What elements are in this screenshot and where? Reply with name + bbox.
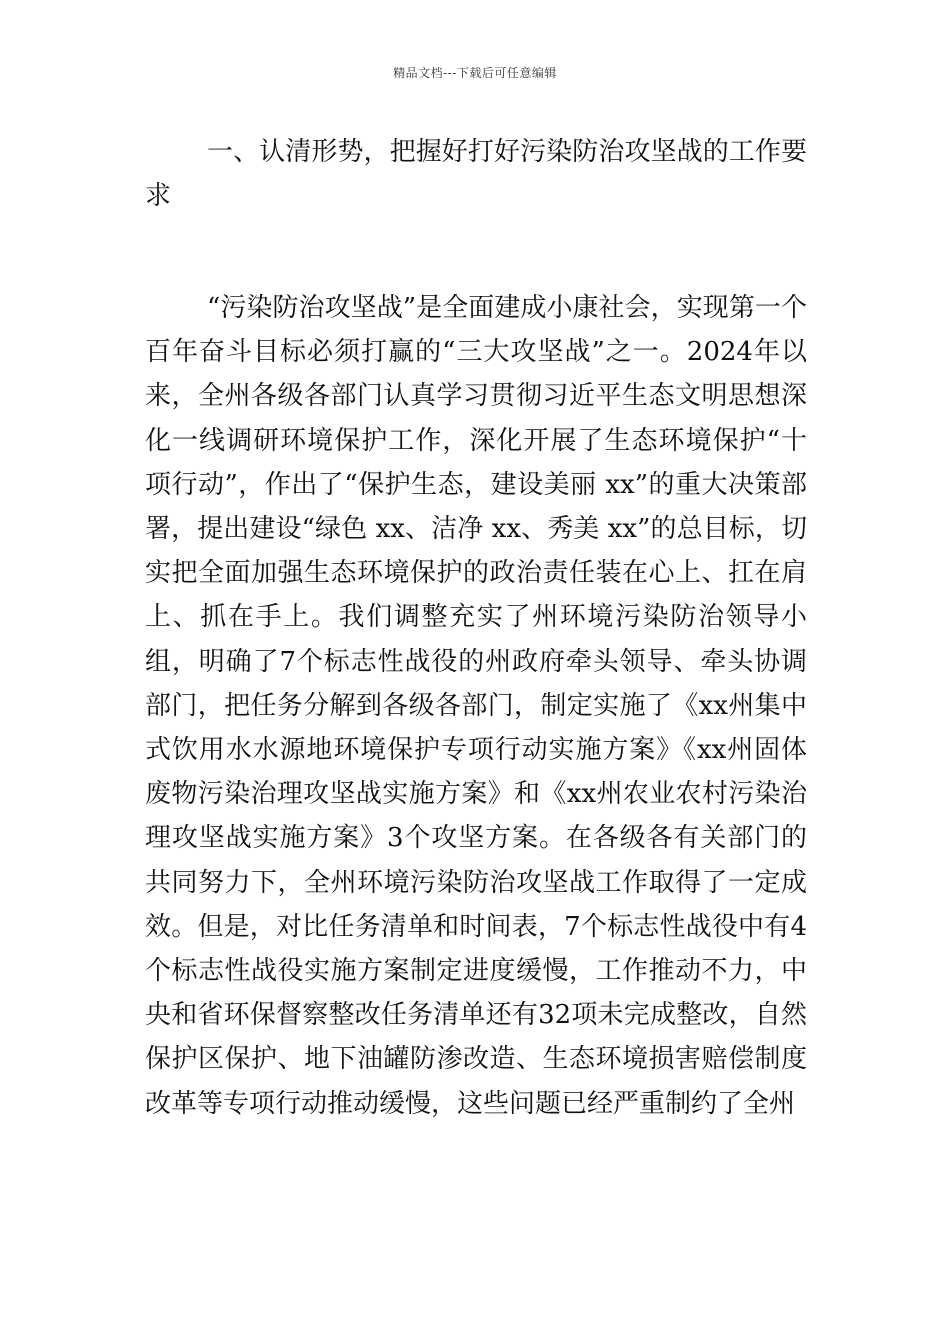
header-note: 精品文档---下载后可任意编辑 bbox=[393, 66, 557, 80]
body-paragraph: “污染防治攻坚战”是全面建成小康社会，实现第一个百年奋斗目标必须打赢的“三大攻坚战”之一。2024年以来，全州各级各部门认真学习贯彻习近平生态文明思想深化一线调研环境保护工作，深化开展了生态环境保护“十项行动”，作出了“保护生态，建设美丽 xx”的重大决策部署，提出建设“绿色 xx、洁净 xx、秀美 xx”的总目标，切实把全面加强生态环境保护的政治责任装在心上、扛在肩上、抓在手上。我们调整充实了州环境污染防治领导小组，明确了7个标志性战役的州政府牵头领导、牵头协调部门，把任务分解到各级各部门，制定实施了《xx州集中式饮用水水源地环境保护专项行动实施方案》《xx州固体废物污染治理攻坚战实施方案》和《xx州农业农村污染治理攻坚战实施方案》3个攻坚方案。在各级各有关部门的共同努力下，全州环境污染防治攻坚战工作取得了一定成效。但是，对比任务清单和时间表，7个标志性战役中有4个标志性战役实施方案制定进度缓慢，工作推动不力，中央和省环保督察整改任务清单还有32项未完成整改，自然保护区保护、地下油罐防渗改造、生态环境损害赔偿制度改革等专项行动推动缓慢，这些问题已经严重制约了全州 bbox=[145, 293, 807, 1119]
section-heading: 一、认清形势，把握好打好污染防治攻坚战的工作要求 bbox=[145, 137, 807, 211]
document-body bbox=[145, 130, 807, 1126]
